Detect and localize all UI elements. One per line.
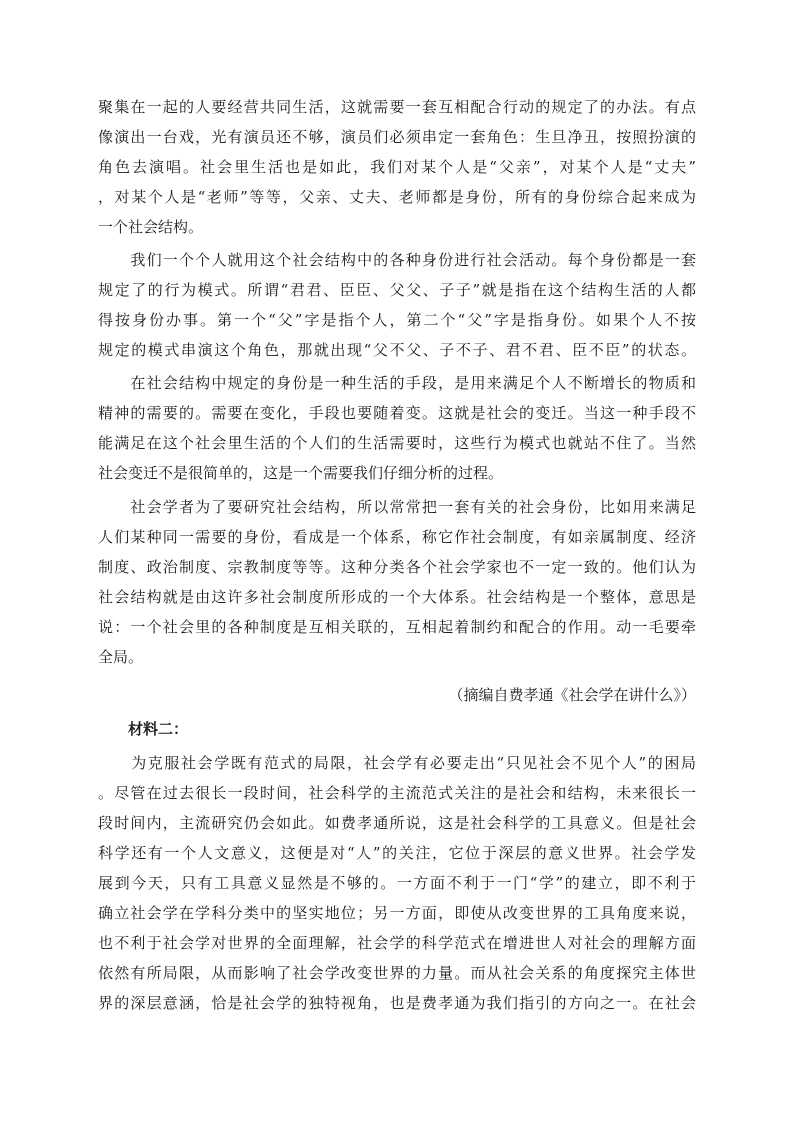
text-line: 为克服社会学既有范式的局限，社会学有必要走出“只见社会不见个人”的困局 [98, 754, 696, 772]
text-line: 人们某种同一需要的身份，看成是一个体系，称它作社会制度，有如亲属制度、经济 [98, 528, 696, 546]
text-line: 全局。 [98, 648, 144, 666]
section-heading: 材料二： [98, 720, 189, 738]
text-line: 在社会结构中规定的身份是一种生活的手段，是用来满足个人不断增长的物质和 [98, 374, 696, 392]
text-line: 我们一个个人就用这个社会结构中的各种身份进行社会活动。每个身份都是一套 [98, 251, 696, 269]
text-line: 社会结构就是由这许多社会制度所形成的一个大体系。社会结构是一个整体，意思是 [98, 588, 696, 606]
text-line: ，对某个人是“老师”等等，父亲、丈夫、老师都是身份，所有的身份综合起来成为 [98, 188, 696, 206]
text-line: 得按身份办事。第一个“父”字是指个人，第二个“父”字是指身份。如果个人不按 [98, 311, 696, 329]
text-line: 。尽管在过去很长一段时间，社会科学的主流范式关注的是社会和结构，未来很长一 [98, 784, 696, 802]
text-line: 规定了的行为模式。所谓“君君、臣臣、父父、子子”就是指在这个结构生活的人都 [98, 281, 696, 299]
text-line: 能满足在这个社会里生活的个人们的生活需要时，这些行为模式也就站不住了。当然 [98, 434, 696, 452]
text-line: 也不利于社会学对世界的全面理解，社会学的科学范式在增进世人对社会的理解方面 [98, 934, 696, 952]
text-line: 确立社会学在学科分类中的坚实地位；另一方面，即使从改变世界的工具角度来说， [98, 904, 696, 922]
text-line: 聚集在一起的人要经营共同生活，这就需要一套互相配合行动的规定了的办法。有点 [98, 98, 696, 116]
text-line: 一个社会结构。 [98, 218, 204, 236]
text-line: 社会变迁不是很简单的，这是一个需要我们仔细分析的过程。 [98, 464, 504, 482]
text-line: 社会学者为了要研究社会结构，所以常常把一套有关的社会身份，比如用来满足 [98, 498, 696, 516]
text-line: 像演出一台戏，光有演员还不够，演员们必须串定一套角色：生旦净丑，按照扮演的 [98, 128, 696, 146]
text-line: 精神的需要的。需要在变化，手段也要随着变。这就是社会的变迁。当这一种手段不 [98, 404, 696, 422]
text-line: 科学还有一个人文意义，这便是对“人”的关注，它位于深层的意义世界。社会学发 [98, 844, 696, 862]
text-line: 依然有所局限，从而影响了社会学改变世界的力量。而从社会关系的角度探究主体世 [98, 964, 696, 982]
text-line: 界的深层意涵，恰是社会学的独特视角，也是费孝通为我们指引的方向之一。在社会 [98, 994, 696, 1012]
text-line: 制度、政治制度、宗教制度等等。这种分类各个社会学家也不一定一致的。他们认为 [98, 558, 696, 576]
text-line: 角色去演唱。社会里生活也是如此，我们对某个人是“父亲”，对某个人是“丈夫” [98, 158, 696, 176]
text-line: 说：一个社会里的各种制度是互相关联的，互相起着制约和配合的作用。动一毛要牵 [98, 618, 696, 636]
text-line: 段时间内，主流研究仍会如此。如费孝通所说，这是社会科学的工具意义。但是社会 [98, 814, 696, 832]
source-citation: （摘编自费孝通《社会学在讲什么》） [448, 686, 696, 704]
text-line: 展到今天，只有工具意义显然是不够的。一方面不利于一门“学”的建立，即不利于 [98, 874, 696, 892]
text-line: 规定的模式串演这个角色，那就出现“父不父、子不子、君不君、臣不臣”的状态。 [98, 341, 696, 359]
